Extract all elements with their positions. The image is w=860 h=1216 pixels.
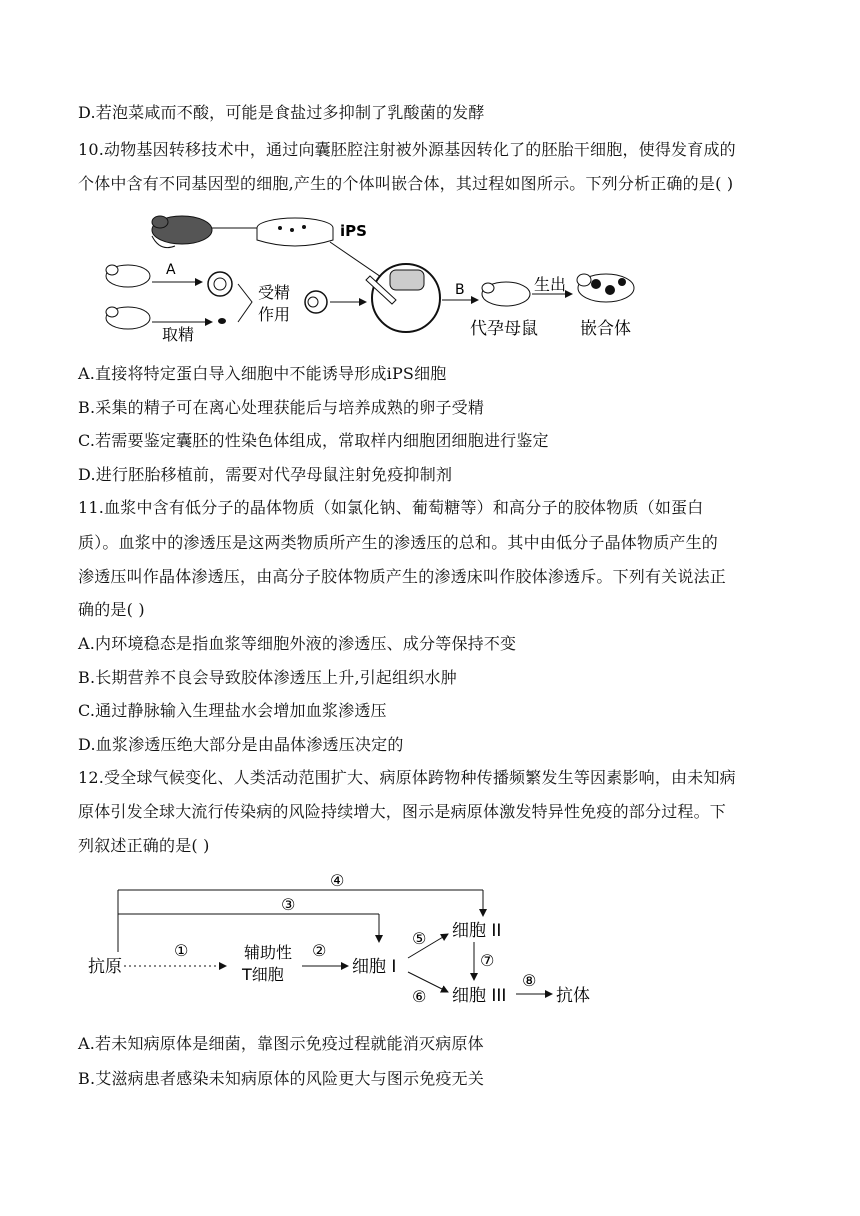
cell-1-label: 细胞 I bbox=[352, 957, 397, 977]
question-11-stem-cont: 质）。血浆中的渗透压是这两类物质所产生的渗透压的总和。其中由低分子晶体物质产生的 bbox=[78, 533, 719, 552]
question-11-stem-cont: 渗透压叫作晶体渗透压，由高分子胶体物质产生的渗透床叫作胶体渗透斥。下列有关说法正 bbox=[78, 567, 727, 586]
chimera-mouse-icon bbox=[577, 274, 634, 302]
ips-label: iPS bbox=[340, 222, 367, 240]
female-mouse-icon bbox=[106, 265, 150, 287]
pathway-8-label: ⑧ bbox=[522, 971, 537, 990]
take-sperm-label: 取精 bbox=[162, 325, 195, 344]
option-10a: A.直接将特定蛋白导入细胞中不能诱导形成iPS细胞 bbox=[78, 364, 447, 383]
cell-3-label: 细胞 III bbox=[452, 986, 507, 1006]
option-11a: A.内环境稳态是指血浆等细胞外液的渗透压、成分等保持不变 bbox=[78, 634, 517, 653]
option-10d: D.进行胚胎移植前，需要对代孕母鼠注射免疫抑制剂 bbox=[78, 465, 453, 484]
pathway-2-label: ② bbox=[312, 941, 327, 960]
question-11-stem: 11.血浆中含有低分子的晶体物质（如氯化钠、葡萄糖等）和高分子的胶体物质（如蛋白 bbox=[78, 498, 704, 517]
fertilization-label-2: 作用 bbox=[258, 305, 291, 324]
option-9d: D.若泡菜咸而不酸，可能是食盐过多抑制了乳酸菌的发酵 bbox=[78, 103, 485, 122]
antigen-label: 抗原 bbox=[88, 957, 122, 977]
chimera-process-figure bbox=[100, 206, 660, 346]
male-mouse-icon bbox=[106, 307, 150, 329]
surrogate-label: 代孕母鼠 bbox=[470, 319, 538, 339]
arrow-a-label: A bbox=[166, 262, 176, 278]
option-12a: A.若未知病原体是细菌，靠图示免疫过程就能消灭病原体 bbox=[78, 1034, 484, 1053]
egg-icon bbox=[208, 272, 232, 296]
pathway-6-label: ⑥ bbox=[412, 987, 427, 1006]
immune-process-figure bbox=[86, 868, 606, 1008]
sperm-icon bbox=[218, 318, 226, 324]
zygote-icon bbox=[305, 291, 327, 313]
helper-t-cell-label-1: 辅助性 bbox=[244, 943, 293, 962]
question-10-stem: 10.动物基因转移技术中，通过向囊胚腔注射被外源基因转化了的胚胎干细胞，使得发育成的 bbox=[78, 140, 736, 159]
antibody-label: 抗体 bbox=[556, 986, 590, 1006]
culture-dish-icon bbox=[257, 218, 333, 246]
option-11c: C.通过静脉输入生理盐水会增加血浆渗透压 bbox=[78, 701, 387, 720]
pathway-4-label: ④ bbox=[330, 871, 345, 890]
question-11-stem-end: 确的是( ) bbox=[78, 600, 145, 619]
option-10b: B.采集的精子可在离心处理获能后与培养成熟的卵子受精 bbox=[78, 398, 485, 417]
question-12-stem-end: 列叙述正确的是( ) bbox=[78, 836, 210, 855]
pathway-7-label: ⑦ bbox=[480, 951, 495, 970]
birth-label: 生出 bbox=[534, 275, 567, 294]
question-12-stem: 12.受全球气候变化、人类活动范围扩大、病原体跨物种传播频繁发生等因素影响，由未知病 bbox=[78, 768, 736, 787]
question-10-stem-cont: 个体中含有不同基因型的细胞,产生的个体叫嵌合体，其过程如图所示。下列分析正确的是( ) bbox=[78, 174, 734, 193]
fertilization-label-1: 受精 bbox=[258, 283, 291, 302]
option-11b: B.长期营养不良会导致胶体渗透压上升,引起组织水肿 bbox=[78, 668, 457, 687]
chimera-diagram bbox=[100, 206, 660, 346]
immune-diagram bbox=[86, 868, 606, 1008]
pathway-3-label: ③ bbox=[281, 895, 296, 914]
option-10c: C.若需要鉴定囊胚的性染色体组成，常取样内细胞团细胞进行鉴定 bbox=[78, 431, 549, 450]
arrow-b-label: B bbox=[455, 282, 465, 298]
option-11d: D.血浆渗透压绝大部分是由晶体渗透压决定的 bbox=[78, 735, 404, 754]
cell-2-label: 细胞 II bbox=[452, 921, 502, 941]
helper-t-cell-label-2: T细胞 bbox=[242, 965, 284, 984]
pathway-1-label: ① bbox=[174, 941, 189, 960]
donor-mouse-icon bbox=[152, 216, 212, 248]
chimera-label: 嵌合体 bbox=[580, 319, 631, 339]
pathway-5-label: ⑤ bbox=[412, 929, 427, 948]
option-12b: B.艾滋病患者感染未知病原体的风险更大与图示免疫无关 bbox=[78, 1069, 485, 1088]
question-12-stem-cont: 原体引发全球大流行传染病的风险持续增大，图示是病原体激发特异性免疫的部分过程。下 bbox=[78, 802, 727, 821]
surrogate-mouse-icon bbox=[482, 282, 530, 306]
